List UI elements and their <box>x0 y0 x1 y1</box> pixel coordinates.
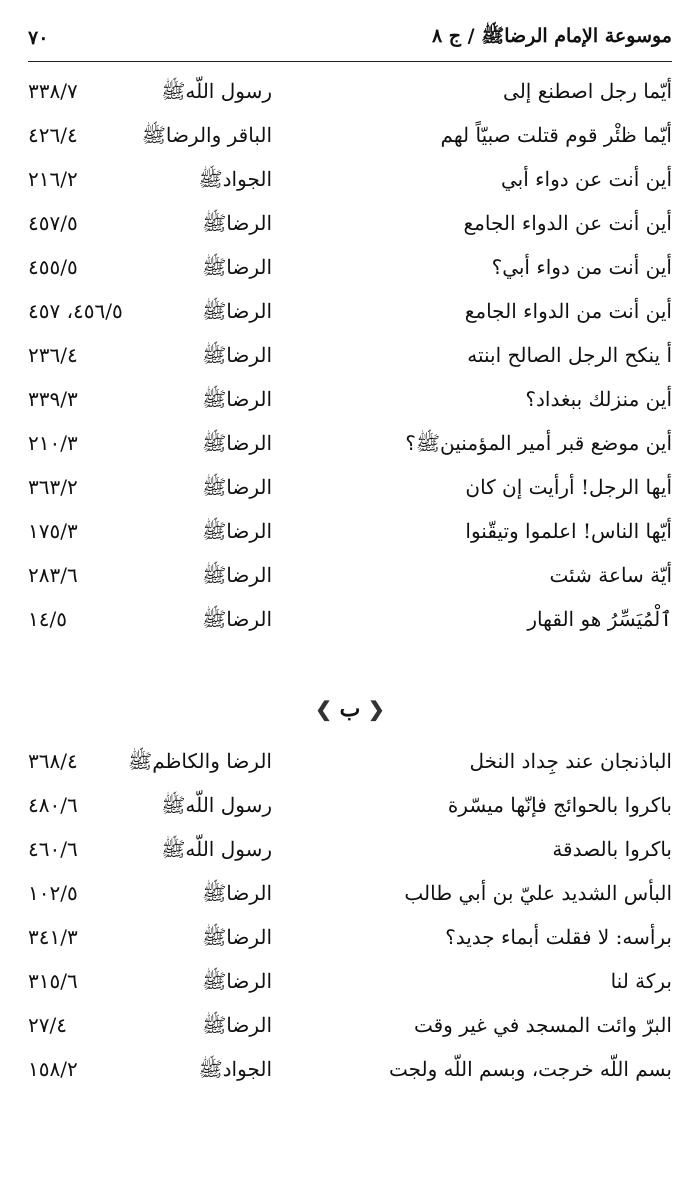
entry-reference: ٢١٦/٢ <box>28 167 78 191</box>
entry-text: باكروا بالصدقة <box>552 837 672 861</box>
index-row <box>28 916 672 960</box>
index-row <box>28 1048 672 1092</box>
entry-reference: ٤٢٦/٤ <box>28 123 78 147</box>
entry-reference: ١٧٥/٣ <box>28 519 78 543</box>
entry-speaker: الرضاﷺ <box>202 607 272 631</box>
entry-speaker: الرضاﷺ <box>202 475 272 499</box>
entry-text: أيّة ساعة شئت <box>549 563 672 587</box>
entry-reference: ٤٥٦/٥، ٤٥٧ <box>28 299 123 323</box>
page-header <box>28 18 672 58</box>
entry-speaker: رسول اللّهﷺ <box>161 837 272 861</box>
index-row <box>28 598 672 642</box>
entry-speaker: الرضاﷺ <box>202 255 272 279</box>
entry-text: أيّها الناس! اعلموا وتيقّنوا <box>465 519 672 543</box>
section-letter: ب <box>339 696 361 722</box>
entry-text: أين أنت من دواء أبي؟ <box>491 255 672 279</box>
entry-speaker: الرضاﷺ <box>202 925 272 949</box>
entry-reference: ٢٣٦/٤ <box>28 343 78 367</box>
entry-reference: ٢٨٣/٦ <box>28 563 78 587</box>
entry-text: البأس الشديد عليّ بن أبي طالب <box>404 881 672 905</box>
entry-reference: ٣٦٣/٢ <box>28 475 78 499</box>
index-row <box>28 466 672 510</box>
entry-text: أيّما رجل اصطنع إلى <box>503 79 672 103</box>
entry-text: أيّما ظئْر قوم قتلت صبيّاً لهم <box>440 123 672 147</box>
index-row <box>28 784 672 828</box>
entry-text: أين موضع قبر أمير المؤمنينﷺ؟ <box>405 431 672 455</box>
entry-reference: ٣٤١/٣ <box>28 925 78 949</box>
entry-reference: ١٥٨/٢ <box>28 1057 78 1081</box>
entry-reference: ٣٣٩/٣ <box>28 387 78 411</box>
index-list-ba <box>28 740 672 1092</box>
entry-speaker: الرضاﷺ <box>202 387 272 411</box>
index-row <box>28 378 672 422</box>
entry-reference: ٣٣٨/٧ <box>28 79 78 103</box>
entry-speaker: رسول اللّهﷺ <box>161 79 272 103</box>
entry-text: برأسه: لا فقلت أبماء جديد؟ <box>445 925 672 949</box>
index-row <box>28 960 672 1004</box>
index-row <box>28 1004 672 1048</box>
entry-speaker: الرضاﷺ <box>202 299 272 323</box>
entry-text: بسم اللّه خرجت، وبسم اللّه ولجت <box>388 1057 672 1081</box>
entry-speaker: الرضاﷺ <box>202 343 272 367</box>
index-row <box>28 740 672 784</box>
entry-text: أين أنت عن دواء أبي <box>500 167 672 191</box>
entry-text: باكروا بالحوائج فإنّها ميسّرة <box>447 793 672 817</box>
entry-reference: ٢٧/٤ <box>28 1013 67 1037</box>
section-heading <box>0 696 700 722</box>
entry-reference: ٤٥٥/٥ <box>28 255 78 279</box>
entry-reference: ٢١٠/٣ <box>28 431 78 455</box>
entry-speaker: الرضاﷺ <box>202 1013 272 1037</box>
entry-reference: ٣١٥/٦ <box>28 969 78 993</box>
entry-reference: ٤٦٠/٦ <box>28 837 78 861</box>
entry-text: أيها الرجل! أرأيت إن كان <box>465 475 672 499</box>
entry-speaker: الرضاﷺ <box>202 969 272 993</box>
entry-reference: ١٠٢/٥ <box>28 881 78 905</box>
entry-text: بركة لنا <box>610 969 672 993</box>
entry-speaker: الرضا والكاظمﷺ <box>128 749 272 773</box>
index-row <box>28 114 672 158</box>
entry-reference: ١٤/٥ <box>28 607 67 631</box>
index-row <box>28 246 672 290</box>
header-divider <box>28 61 672 62</box>
entry-speaker: الرضاﷺ <box>202 431 272 455</box>
index-row <box>28 70 672 114</box>
entry-speaker: الجوادﷺ <box>198 167 272 191</box>
ornament-left-icon: ❮ <box>368 697 385 721</box>
index-row <box>28 202 672 246</box>
entry-speaker: الباقر والرضاﷺ <box>141 123 272 147</box>
index-row <box>28 334 672 378</box>
ornament-right-icon: ❯ <box>315 697 332 721</box>
index-row <box>28 158 672 202</box>
entry-text: الباذنجان عند جِداد النخل <box>469 749 672 773</box>
book-title: موسوعة الإمام الرضاﷺ / ج ٨ <box>431 25 672 47</box>
index-row <box>28 422 672 466</box>
page-number: ٧٠ <box>28 27 49 49</box>
entry-text: أين أنت عن الدواء الجامع <box>463 211 672 235</box>
entry-reference: ٤٨٠/٦ <box>28 793 78 817</box>
index-row <box>28 872 672 916</box>
entry-text: أين أنت من الدواء الجامع <box>464 299 672 323</box>
index-row <box>28 554 672 598</box>
index-row <box>28 828 672 872</box>
entry-speaker: الجوادﷺ <box>198 1057 272 1081</box>
index-row <box>28 510 672 554</box>
entry-text: ٱلْمُيَسِّرُ هو القهار <box>527 607 672 631</box>
entry-text: البرّ وائت المسجد في غير وقت <box>413 1013 672 1037</box>
entry-text: أ ينكح الرجل الصالح ابنته <box>467 343 672 367</box>
entry-speaker: الرضاﷺ <box>202 563 272 587</box>
entry-speaker: الرضاﷺ <box>202 211 272 235</box>
entry-text: أين منزلك ببغداد؟ <box>525 387 672 411</box>
entry-reference: ٤٥٧/٥ <box>28 211 78 235</box>
index-list-alif <box>28 70 672 642</box>
index-row <box>28 290 672 334</box>
entry-reference: ٣٦٨/٤ <box>28 749 78 773</box>
entry-speaker: الرضاﷺ <box>202 519 272 543</box>
entry-speaker: رسول اللّهﷺ <box>161 793 272 817</box>
entry-speaker: الرضاﷺ <box>202 881 272 905</box>
